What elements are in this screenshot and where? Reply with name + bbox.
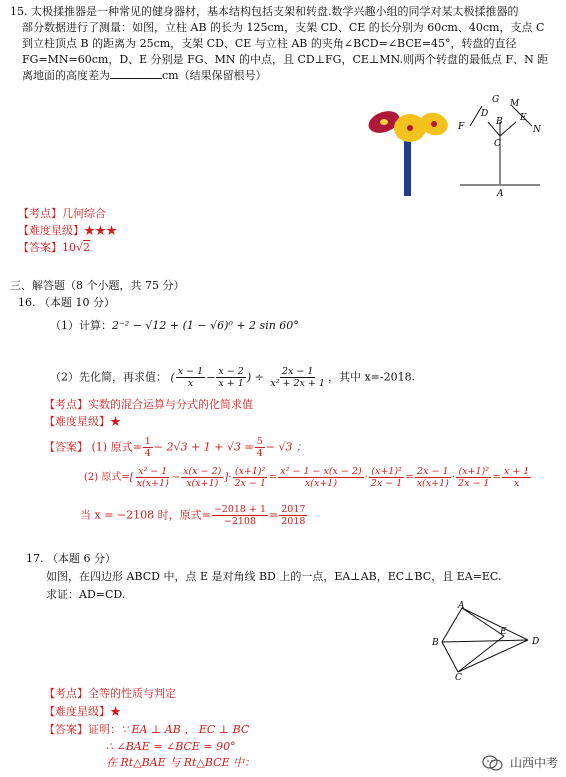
q15-answer-value: 10√2: [62, 241, 91, 254]
watermark-text: 山西中考: [509, 756, 558, 770]
q16-part2-expr: ( $\frac{x - 1}{x}$ − $\frac{x - 2}{x + 1}$ ) ÷ $\frac{2x - 1}{\text{x² + 2x + 1}}$: [170, 366, 325, 389]
label-c: C: [494, 139, 501, 149]
q17-kaodian-text: 全等的性质与判定: [88, 687, 176, 700]
label-c: C: [455, 673, 462, 682]
q15-line-6: cm（结果保留根号）: [162, 69, 267, 82]
q15-line-4: FG=MN=60cm，D、E 分别是 FG、MN 的中点，且 CD⊥FG，CE⊥MN.则两个转盘的最低点 F、N 距: [22, 53, 549, 66]
q15-nandu-label: 【难度星级】: [18, 224, 84, 237]
label-d: D: [481, 109, 489, 119]
label-e: E: [500, 627, 507, 637]
exerciser-photo: [360, 100, 460, 200]
q16-answer-1-tail: − √3 ；: [265, 440, 307, 454]
q16-answer-label: 【答案】: [44, 440, 88, 454]
q15-answer-label: 【答案】: [18, 241, 62, 254]
section-3-title: 三、解答题（8 个小题，共 75 分）: [10, 279, 185, 292]
q15-line-3: 到立柱顶点 B 的距离为 25cm，支架 CD、CE 与立柱 AB 的夹角∠BCD=∠BCE=45°，转盘的直径: [22, 37, 517, 50]
q15-geometry-diagram: [452, 92, 548, 202]
q17-geometry-diagram: [428, 600, 546, 682]
q15-nandu-stars: ★★★: [84, 224, 117, 237]
q17-score: （本题 6 分）: [47, 552, 116, 565]
label-a: A: [458, 601, 465, 611]
q16-kaodian-label: 【考点】: [44, 398, 88, 411]
q16-answer-1-mid: − 2√3 + 1 + √3 =: [153, 440, 254, 454]
q16-score: （本题 10 分）: [39, 296, 115, 309]
q16-answer-3: 当 x = −2108 时，原式= $\frac{-2018 + 1}{-2108}$ = $\frac{2017}{2018}$: [80, 504, 306, 527]
q17-nandu-stars: ★: [110, 705, 121, 718]
q17-answer-label: 【答案】: [44, 723, 88, 736]
q17-nandu-label: 【难度星级】: [44, 705, 110, 718]
label-g: G: [492, 95, 500, 105]
q17-proof-1: ∵ EA ⊥ AB ， EC ⊥ BC: [121, 723, 250, 736]
label-b: B: [432, 638, 439, 648]
q16-part1-expr: 2⁻² − √12 + (1 − √6)⁰ + 2 sin 60°: [112, 319, 299, 332]
label-f: F: [458, 122, 465, 132]
q15-line-5: 离地面的高度差为: [22, 69, 110, 82]
q15-kaodian-text: 几何综合: [62, 207, 106, 220]
q16-number: 16.: [18, 296, 36, 309]
answer-blank: [110, 68, 162, 79]
fraction-1-4: $\frac{1}{4}$: [144, 436, 151, 459]
q16-part2-tail: ，其中 x=-2018.: [327, 370, 416, 384]
q15-number: 15.: [10, 5, 28, 18]
q17-line-1: 如图，在四边形 ABCD 中，点 E 是对角线 BD 上的一点，EA⊥AB，EC⊥BC，且 EA=EC.: [46, 570, 502, 583]
label-b: B: [496, 117, 503, 127]
fraction-5-4: $\frac{5}{4}$: [256, 436, 263, 459]
label-m: M: [510, 99, 520, 109]
q16-kaodian-text: 实数的混合运算与分式的化简求值: [88, 398, 253, 411]
q15-kaodian-label: 【考点】: [18, 207, 62, 220]
watermark: [482, 754, 558, 771]
q16-nandu-label: 【难度星级】: [44, 415, 110, 428]
label-d: D: [532, 637, 540, 647]
label-a: A: [497, 189, 504, 199]
q16-part1-label: （1）计算：: [50, 319, 112, 332]
q15-line-2: 部分数据进行了测量：如图，立柱 AB 的长为 125cm，支架 CD、CE 的长分别为 60cm、40cm，支点 C: [22, 21, 545, 34]
q17-proof-2: ∴ ∠BAE = ∠BCE = 90°: [106, 740, 236, 753]
label-n: N: [533, 125, 541, 135]
q17-proof-3: 在 Rt△BAE 与 Rt△BCE 中：: [106, 756, 256, 769]
q17-number: 17.: [26, 552, 44, 565]
q17-line-2: 求证：AD=CD.: [46, 588, 126, 601]
q16-nandu-stars: ★: [110, 415, 121, 428]
q16-answer-2: (2) 原式=[ $\frac{\text{x² − 1}}{x(x+1)}$ − $\frac{x(x - 2)}{x(x+1)}$ ]· $\frac{\text{(x+1)²}}{2x - 1}$ = $\frac{\text{x² − 1 − x(x − 2)}}{x(x+1)}$ · $\frac{\text{(x+1)²}}{2x - 1}$ = $\frac{2x - 1}{x(x+1)}$ · $\frac{\text{(x+1)²}}{2x - 1}$ = $\frac{x + 1}{x}$: [84, 466, 530, 489]
wechat-icon: [482, 755, 504, 771]
q17-kaodian-label: 【考点】: [44, 687, 88, 700]
q15-line-1: 太极揉推器是一种常见的健身器材，基本结构包括支架和转盘.数学兴趣小组的同学对某太极揉推器的: [31, 5, 519, 18]
q16-part2-label: （2）先化简，再求值：: [50, 370, 167, 384]
q17-proof-intro: 证明：: [88, 723, 121, 736]
label-e: E: [520, 113, 527, 123]
q16-answer-1-prefix: (1) 原式=: [91, 440, 142, 454]
